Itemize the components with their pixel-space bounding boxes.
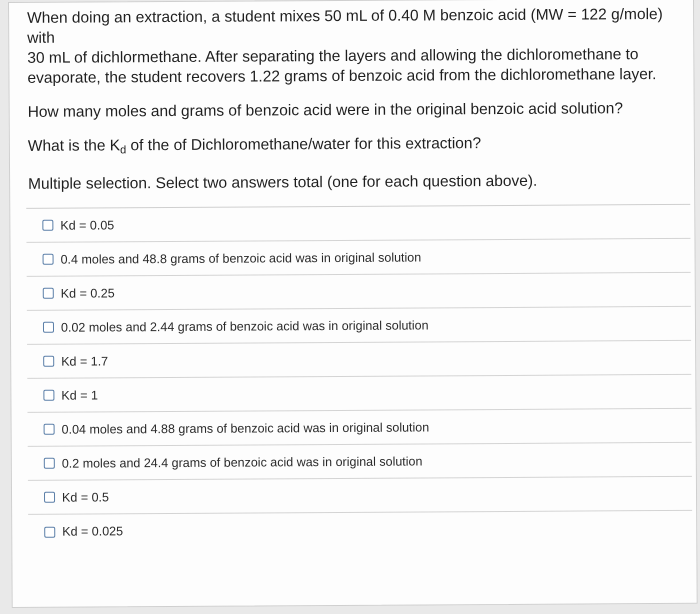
option-label: 0.02 moles and 2.44 grams of benzoic acid was in original solution: [60, 317, 429, 335]
answer-options: [26, 204, 692, 549]
checkbox[interactable]: [43, 390, 54, 401]
checkbox[interactable]: [43, 288, 54, 299]
checkbox[interactable]: [42, 220, 53, 231]
question-text: [27, 5, 678, 209]
option-row[interactable]: [27, 273, 691, 311]
option-row[interactable]: [28, 409, 692, 447]
option-row[interactable]: [28, 477, 692, 515]
option-label: Kd = 0.25: [60, 285, 115, 301]
question-2-suffix: of the of Dichloromethane/water for this extraction?: [126, 135, 482, 155]
question-1: How many moles and grams of benzoic acid were in the original benzoic acid solution?: [27, 100, 624, 121]
problem-line-1: When doing an extraction, a student mixes 50 mL of 0.40 M benzoic acid (MW = 122 g/mole) with: [27, 6, 663, 47]
checkbox[interactable]: [44, 458, 55, 469]
problem-line-3: evaporate, the student recovers 1.22 grams of benzoic acid from the dichloromethane layer.: [27, 66, 657, 87]
option-label: 0.2 moles and 24.4 grams of benzoic acid was in original solution: [61, 453, 423, 471]
instructions: Multiple selection. Select two answers total (one for each question above).: [28, 172, 538, 193]
option-label: 0.4 moles and 48.8 grams of benzoic acid was in original solution: [60, 249, 422, 267]
option-label: 0.04 moles and 4.88 grams of benzoic acid was in original solution: [61, 419, 430, 437]
option-row[interactable]: [26, 239, 690, 277]
option-label: Kd = 0.025: [62, 524, 124, 539]
option-label: Kd = 1.7: [61, 353, 109, 369]
checkbox[interactable]: [44, 492, 55, 503]
option-label: Kd = 0.5: [61, 489, 109, 505]
option-label: Kd = 1: [61, 387, 98, 403]
question-2-subscript: d: [120, 144, 127, 157]
question-2: [28, 133, 678, 161]
option-row[interactable]: [28, 511, 692, 549]
option-label: Kd = 0.05: [60, 217, 115, 233]
checkbox[interactable]: [43, 356, 54, 367]
problem-statement: [27, 5, 677, 89]
option-row[interactable]: [27, 307, 691, 345]
checkbox[interactable]: [44, 424, 55, 435]
option-row[interactable]: [27, 375, 691, 413]
option-row[interactable]: [26, 205, 690, 243]
option-row[interactable]: [27, 341, 691, 379]
question-sheet: [8, 0, 698, 608]
checkbox[interactable]: [43, 322, 54, 333]
checkbox[interactable]: [44, 526, 55, 537]
problem-line-2: 30 mL of dichlormethane. After separating the layers and allowing the dichloromethane to: [27, 46, 639, 67]
checkbox[interactable]: [43, 254, 54, 265]
question-2-prefix: What is the K: [27, 137, 121, 155]
option-row[interactable]: [28, 443, 692, 481]
